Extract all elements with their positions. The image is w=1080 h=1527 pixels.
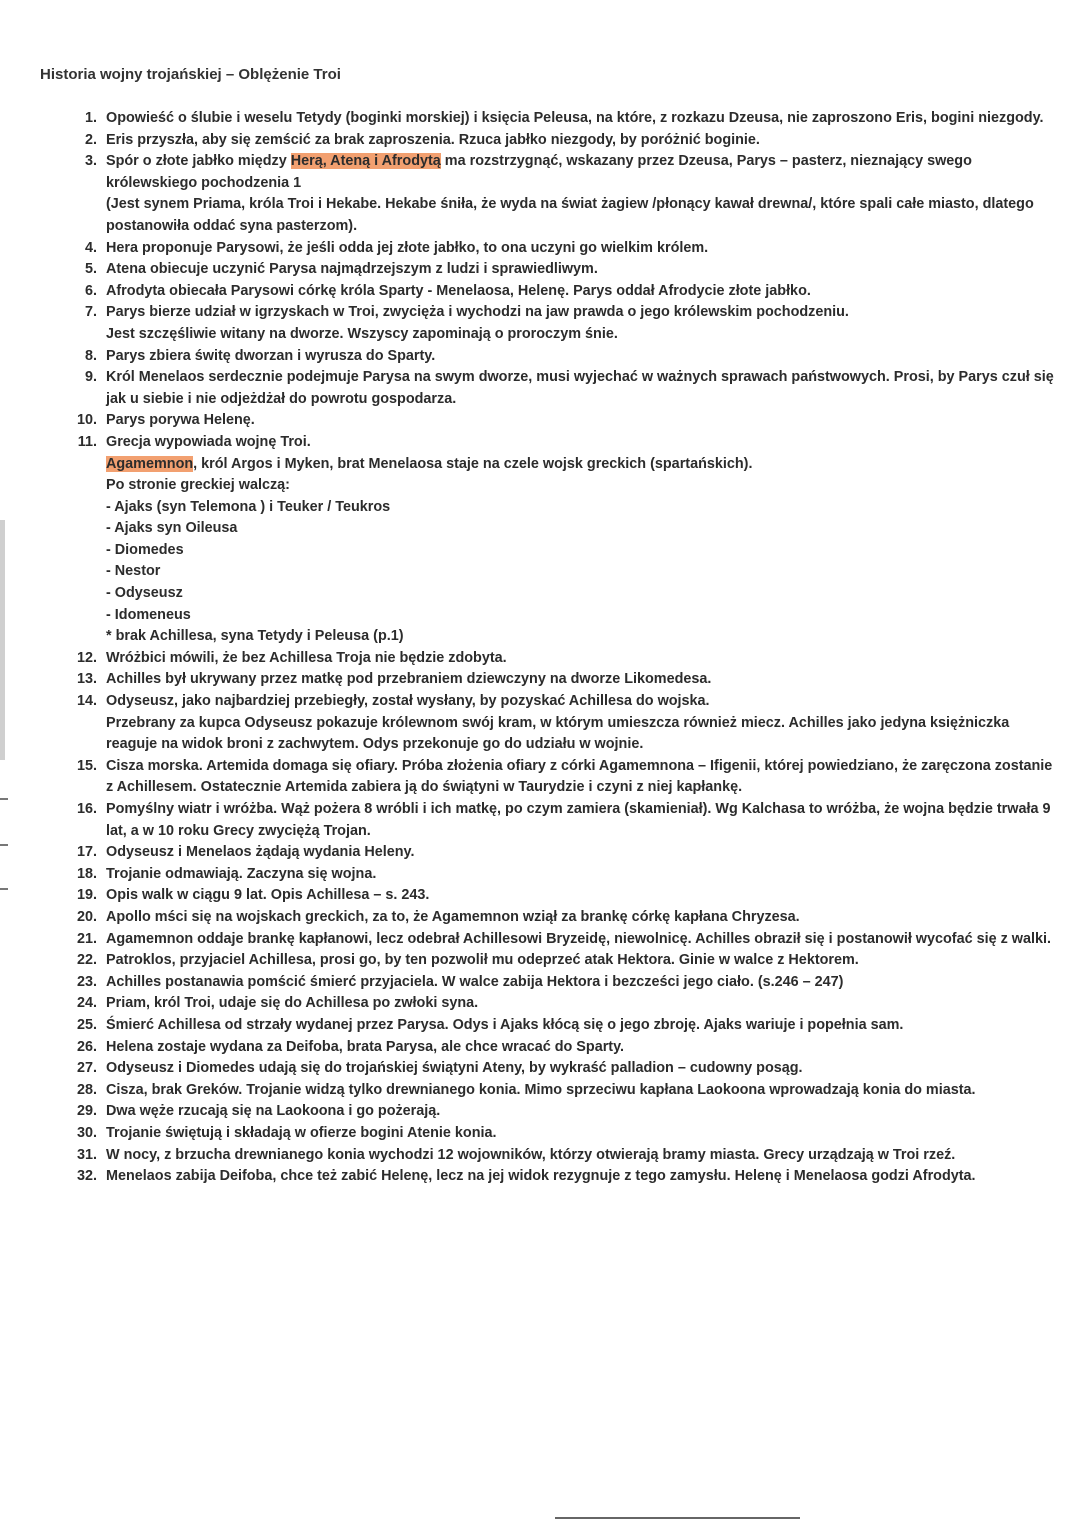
item-number: 29. [76,1103,97,1120]
item-text-part: Król Menelaos serdecznie podejmuje Parysa na swym dworze, musi wyjechać w ważnych sprawach państwowych. Prosi, by Parys czuł się jak u siebie i nie odjeżdżał do powrotu gospodarza. [106,369,1054,407]
item-number: 32. [76,1168,97,1185]
item-text [106,929,1060,951]
item-subline: * brak Achillesa, syna Tetydy i Peleusa (p.1) [106,628,404,645]
list-item [70,648,1060,670]
highlighted-text: Agamemnon [106,455,194,472]
list-item [70,1145,1060,1167]
list-item [70,259,1060,281]
item-number: 26. [76,1038,97,1055]
item-text-part: Odyseusz i Diomedes udają się do trojańskiej świątyni Ateny, by wykraść palladion – cudowny posąg. [106,1060,803,1077]
item-text-part: Apollo mści się na wojskach greckich, za to, że Agamemnon wziął za brankę córkę kapłana Chryzesa. [106,908,800,925]
item-text [106,259,1060,281]
item-text [106,993,1060,1015]
item-number: 14. [76,693,97,710]
item-text [106,864,1060,886]
list-item [70,1123,1060,1145]
item-text [106,346,1060,368]
item-text-part: Grecja wypowiada wojnę Troi. [106,433,311,450]
list-item [70,238,1060,260]
item-text [106,691,1060,756]
item-text [106,1037,1060,1059]
item-number: 12. [76,649,97,666]
item-number: 30. [76,1124,97,1141]
item-number: 7. [84,304,97,321]
item-number: 23. [76,973,97,990]
item-text-part: Odyseusz i Menelaos żądają wydania Heleny. [106,844,415,861]
item-text [106,756,1060,799]
item-number: 18. [76,865,97,882]
item-text [106,1058,1060,1080]
list-item [70,1080,1060,1102]
item-text [106,410,1060,432]
item-text [106,1101,1060,1123]
item-text [106,1166,1060,1188]
item-text-part: Atena obiecuje uczynić Parysa najmądrzejszym z ludzi i sprawiedliwym. [106,261,598,278]
item-text-part: Śmierć Achillesa od strzały wydanej przez Parysa. Odys i Ajaks kłócą się o jego zbroję. Ajaks wariuje i popełnia sam. [106,1016,904,1033]
item-number: 3. [84,153,97,170]
list-item [70,950,1060,972]
item-text [106,907,1060,929]
list-item [70,669,1060,691]
scan-edge-mark [0,888,8,890]
item-text-part: Parys zbiera świtę dworzan i wyrusza do Sparty. [106,347,436,364]
list-item [70,885,1060,907]
list-item [70,151,1060,237]
item-text-part: Achilles postanawia pomścić śmierć przyjaciela. W walce zabija Hektora i bezcześci jego ciało. (s.246 – 247) [106,973,844,990]
item-number: 8. [84,347,97,364]
item-number: 11. [77,433,97,450]
item-number: 31. [76,1146,97,1163]
list-item [70,1101,1060,1123]
item-text [106,432,1060,648]
item-text-part: Afrodyta obiecała Parysowi córkę króla Sparty - Menelaosa, Helenę. Parys oddał Afrodycie złote jabłko. [106,282,811,299]
item-number: 5. [84,261,97,278]
item-number: 27. [76,1060,97,1077]
list-item [70,367,1060,410]
document-title: Historia wojny trojańskiej – Oblężenie Troi [40,66,341,83]
item-subline: - Idomeneus [106,606,191,623]
item-number: 22. [76,952,97,969]
item-subline: - Ajaks (syn Telemona ) i Teuker / Teukros [106,498,391,515]
item-text-part: Pomyślny wiatr i wróżba. Wąż pożera 8 wróbli i ich matkę, po czym zamiera (skamieniał). Wg Kalchasa to wróżba, że wojna będzie trwała 9 lat, a w 10 roku Grecy zwyciężą Trojan. [106,801,1051,839]
item-subline: (Jest synem Priama, króla Troi i Hekabe. Hekabe śniła, że wyda na świat żagiew /płonący kawał drewna/, które spali całe miasto, dlatego postanowiła oddać syna pasterzom). [106,196,1034,234]
item-number: 28. [76,1081,97,1098]
item-text-part: Trojanie świętują i składają w ofierze bogini Atenie konia. [106,1124,497,1141]
item-text-part: Cisza, brak Greków. Trojanie widzą tylko drewnianego konia. Mimo sprzeciwu kapłana Laokoona wprowadzają konia do miasta. [106,1081,976,1098]
item-number: 16. [76,801,97,817]
list-item [70,410,1060,432]
item-text-part: Patroklos, przyjaciel Achillesa, prosi go, by ten pozwolił mu odeprzeć atak Hektora. Ginie w walce z Hektorem. [106,952,859,969]
item-subline: - Nestor [106,563,161,580]
item-text [106,108,1060,130]
list-item [70,1037,1060,1059]
item-subline: Jest szczęśliwie witany na dworze. Wszyscy zapominają o proroczym śnie. [106,325,618,342]
item-text [106,950,1060,972]
event-list [70,108,1060,1188]
item-subline: - Odyseusz [106,585,183,602]
item-number: 21. [76,930,97,947]
item-text-part: W nocy, z brzucha drewnianego konia wychodzi 12 wojowników, którzy otwierają bramy miasta. Grecy urządzają w Troi rzeź. [106,1146,956,1163]
item-text [106,367,1060,410]
item-text [106,238,1060,260]
item-number: 6. [84,282,97,299]
item-text [106,1145,1060,1167]
item-text-part: Cisza morska. Artemida domaga się ofiary. Próba złożenia ofiary z córki Agamemnona – Ifigenii, której powiedziano, że zaręczona zostanie z Achillesem. Ostatecznie Artemida zabiera ją do świątyni w Taurydzie i czyni z niej kapłankę. [106,757,1053,796]
item-text [106,1123,1060,1145]
highlighted-text: Herą, Ateną i Afrodytą [290,153,441,170]
item-text-part: Priam, król Troi, udaje się do Achillesa po zwłoki syna. [106,995,479,1012]
item-text-part: Menelaos zabija Deifoba, chce też zabić Helenę, lecz na jej widok rezygnuje z tego zamysłu. Helenę i Menelaosa godzi Afrodyta. [106,1168,976,1185]
item-text [106,1015,1060,1037]
item-text-part: Odyseusz, jako najbardziej przebiegły, został wysłany, by pozyskać Achillesa do wojska. [106,693,710,710]
item-text [106,151,1060,237]
item-number: 20. [76,908,97,925]
item-text [106,885,1060,907]
item-text [106,972,1060,994]
item-number: 25. [76,1016,97,1033]
item-number: 17. [76,844,97,861]
item-text-part: Parys bierze udział w igrzyskach w Troi, zwycięża i wychodzi na jaw prawda o jego królewskim pochodzeniu. [106,304,849,321]
list-item [70,864,1060,886]
list-item [70,130,1060,152]
item-number: 24. [76,995,97,1012]
item-subline: - Diomedes [106,541,184,558]
item-text [106,281,1060,303]
item-number: 2. [84,131,97,148]
item-text [106,648,1060,670]
item-number: 19. [76,887,97,904]
list-item [70,346,1060,368]
list-item [70,972,1060,994]
item-text [106,1080,1060,1102]
item-number: 4. [84,239,97,256]
list-item [70,691,1060,756]
item-text-part: Spór o złote jabłko między [106,153,291,170]
list-item [70,799,1060,842]
item-text-part: Wróżbici mówili, że bez Achillesa Troja nie będzie zdobyta. [106,649,507,666]
item-text-part: Trojanie odmawiają. Zaczyna się wojna. [106,865,377,882]
item-text-part: Agamemnon oddaje brankę kapłanowi, lecz odebrał Achillesowi Bryzeidę, niewolnicę. Achilles obraził się i postanowił wycofać się z walki. [106,930,1051,947]
item-number: 13. [76,671,97,688]
item-number: 15. [76,757,97,774]
item-text-part: Opis walk w ciągu 9 lat. Opis Achillesa – s. 243. [106,887,430,904]
scan-edge-mark [0,844,8,846]
item-number: 1. [84,110,97,126]
item-subline: Po stronie greckiej walczą: [106,477,290,494]
list-item [70,993,1060,1015]
list-item [70,756,1060,799]
list-item [70,907,1060,929]
list-item [70,1058,1060,1080]
list-item [70,929,1060,951]
item-text [106,302,1060,345]
item-text-part: Achilles był ukrywany przez matkę pod przebraniem dziewczyny na dworze Likomedesa. [106,671,712,688]
item-text [106,799,1060,842]
item-text-part: ma rozstrzygnąć, wskazany przez Dzeusa, Parys – pasterz, nieznający swego królewskiego pochodzenia 1 [106,153,972,191]
list-item [70,108,1060,130]
item-text [106,669,1060,691]
item-text [106,842,1060,864]
item-subline [106,454,1060,476]
list-item [70,842,1060,864]
list-item [70,302,1060,345]
item-text [106,130,1060,152]
item-number: 10. [76,412,97,429]
list-item [70,1166,1060,1188]
scan-edge-shadow [0,520,5,760]
list-item [70,1015,1060,1037]
item-subline: Przebrany za kupca Odyseusz pokazuje królewnom swój kram, w którym umieszcza również miecz. Achilles jako jedyna księżniczka reaguje na widok broni z zachwytem. Odys przekonuje go do udziału w wojnie. [106,714,1010,753]
scan-edge-mark [0,798,8,800]
item-subline: - Ajaks syn Oileusa [106,520,238,537]
item-text-part: Parys porywa Helenę. [106,412,255,429]
scan-bottom-line [555,1517,800,1519]
list-item [70,432,1060,648]
list-item [70,281,1060,303]
item-text-part: Hera proponuje Parysowi, że jeśli odda jej złote jabłko, to ona uczyni go wielkim królem. [106,239,709,256]
item-number: 9. [84,369,97,386]
item-text-part: , król Argos i Myken, brat Menelaosa staje na czele wojsk greckich (spartańskich). [193,455,753,472]
item-text-part: Helena zostaje wydana za Deifoba, brata Parysa, ale chce wracać do Sparty. [106,1038,625,1055]
item-text-part: Dwa węże rzucają się na Laokoona i go pożerają. [106,1103,441,1120]
item-text-part: Eris przyszła, aby się zemścić za brak zaproszenia. Rzuca jabłko niezgody, by poróżnić boginie. [106,131,760,148]
item-text-part: Opowieść o ślubie i weselu Tetydy (boginki morskiej) i księcia Peleusa, na które, z rozkazu Dzeusa, nie zaproszono Eris, bogini niezgody. [106,110,1044,126]
